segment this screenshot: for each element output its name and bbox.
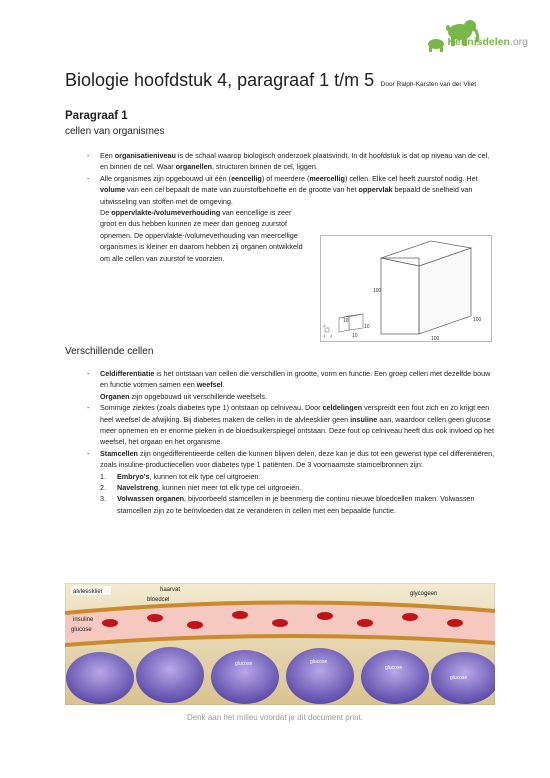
label-alvleesklier: alvleesklier (73, 589, 103, 595)
section2-heading: Verschillende cellen (65, 346, 154, 357)
list-item: - Stamcellen zijn ongedifferentieerde cellen die kunnen blijven delen, deze kan je dus tot een gewenst type cel differentiëren, zoals insuline-productiecellen voor diabetes type 1 patiënten. De 3 voornaamste stamcelbronnen zijn: (87, 448, 495, 470)
label-haarvat: haarvat (160, 587, 181, 593)
title-main: Biologie hoofdstuk 4, paragraaf 1 t/m 5 (65, 70, 375, 90)
label-bloedcel: bloedcel (147, 597, 170, 603)
title-byline: Door Ralph-Karsten van der Vliet (380, 81, 477, 88)
label-insuline: insuline (73, 617, 94, 623)
section2-content: - Celdifferentiatie is het ontstaan van cellen die verschillen in grootte, vorm en functie. Een groep cellen met dezelfde bouw en functie vormen samen een weefsel. Organen zijn opgebouwd uit verschillende weefsels. - Sommige ziektes (zoals diabetes type 1) ontstaan op celniveau. Door celdelingen verspreidt een fout zich en zo krijgt een heel weefsel de afwijking. Bij diabetes maken de cellen in de alvleesklier geen insuline aan, waardoor cellen geen glucose meer opnemen en er enorme pieken in de bloedsuikerspiegel ontstaan. Deze fout op celniveau heeft dus ook invloed op het weefsel, het orgaan en het organisme. - Stamcellen zijn ongedifferentieerde cellen die kunnen blijven delen, deze kan je dus tot een gewenst type cel differentiëren, zoals insuline-productiecellen voor diabetes type 1 patiënten. De 3 voornaamste stamcelbronnen zijn: 1. Embryo's, kunnen tot elk type cel uitgroeien. 2. Navelstreng, kunnen niet meer tot elk type cel uitgroeien. 3. Volwassen organen, bijvoorbeeld stamcellen in je beenmerg die continu nieuwe bloedcellen maken. Volwassen stamcellen zijn zo te beïnvloeden dat ze veranderen in cellen met een bepaalde functie. (65, 368, 495, 516)
label-glycogeen: glycogeen (410, 591, 438, 597)
insulin-glucose-illustration (65, 583, 495, 705)
cube-label-small-b: 1 (323, 333, 326, 338)
logo-text-a: Kennis (447, 36, 483, 48)
cube-label-big-bottom: 100 (431, 336, 440, 341)
section1-subheading: cellen van organismes (65, 126, 165, 137)
list-item: - Sommige ziektes (zoals diabetes type 1) ontstaan op celniveau. Door celdelingen verspreidt een fout zich en zo krijgt een heel weefsel de afwijking. Bij diabetes maken de cellen in de alvleesklier geen insuline aan, waardoor cellen geen glucose meer opnemen en er enorme pieken in de bloedsuikerspiegel ontstaan. Deze fout op celniveau heeft dus ook invloed op het weefsel, het orgaan en het organisme. (87, 403, 494, 447)
list-item: 2. Navelstreng, kunnen niet meer tot elk type cel uitgroeien. (100, 483, 302, 493)
label-glucose-2: glucose (235, 661, 253, 667)
cube-label-big-top: 100 (373, 288, 382, 294)
label-glucose-5: glucose (450, 675, 468, 681)
section1-content: - Een organisatieniveau is de schaal waarop biologisch onderzoek plaatsvindt. In dit hoofdstuk is dat op niveau van de cel, en binnen de cel. Waar organellen, structuren binnen de cel, liggen. - Alle organismes zijn opgebouwd uit één (eencellig) of meerdere (meercellig) cellen. Elke cel heeft zuurstof nodig. Het volume van een cel bepaalt de mate van zuurstofbehoefte en de grootte van het oppervlak bepaald de snelheid van uitwisseling van stoffen met de omgeving. De oppervlakte-/volumeverhouding van eencellige is zeer groot en dus hebben kunnen ze meer dan genoeg zuurstof opnemen. De oppervlakte-/volumeverhouding van meercellige organismes is kleiner en daarom hebben zij organen ontwikkeld om alle cellen van zuurstof te voorzien. (65, 150, 495, 264)
logo-text-c: .org (509, 36, 528, 48)
kennisdelen-logo (418, 14, 528, 58)
list-item: - Een organisatieniveau is de schaal waarop biologisch onderzoek plaatsvindt. In dit hoofdstuk is dat op niveau van de cel, en binnen de cel. Waar organellen, structuren binnen de cel, liggen. (87, 151, 490, 172)
label-glucose-4: glucose (385, 665, 403, 671)
logo-text-b: delen (482, 36, 510, 48)
document-title (65, 70, 476, 91)
label-glucose-3: glucose (310, 659, 328, 665)
list-item: 1. Embryo's, kunnen tot elk type cel uitgroeien. (100, 471, 261, 481)
cube-label-mid-b: 10 (352, 333, 358, 339)
cube-label-big-right: 100 (473, 317, 482, 323)
cube-label-mid-c: 10 (364, 324, 370, 330)
footer-note: Denk aan het milieu voordat je dit document print. (186, 713, 364, 722)
cube-label-small-a: 1 (323, 323, 326, 328)
cube-label-small-c: 1 (330, 333, 333, 338)
label-glucose: glucose (71, 627, 92, 633)
section1-heading: Paragraaf 1 (65, 110, 128, 122)
list-item: 3. Volwassen organen, bijvoorbeeld stamcellen in je beenmerg die continu nieuwe bloedcellen maken. Volwassen stamcellen zijn zo te beïnvloeden dat ze veranderen in cellen met een bepaalde functie. (100, 494, 475, 515)
list-item: - Celdifferentiatie is het ontstaan van cellen die verschillen in grootte, vorm en functie. Een groep cellen met dezelfde bouw en functie vormen samen een weefsel. (87, 369, 491, 390)
cube-label-mid-a: 10 (343, 318, 349, 324)
list-item: - Alle organismes zijn opgebouwd uit één (eencellig) of meerdere (meercellig) cellen. Elke cel heeft zuurstof nodig. Het volume van een cel bepaalt de mate van zuurstofbehoefte en de grootte van het oppervlak bepaald de snelheid van uitwisseling van stoffen met de omgeving. (87, 173, 478, 206)
cube-diagram (320, 235, 492, 342)
